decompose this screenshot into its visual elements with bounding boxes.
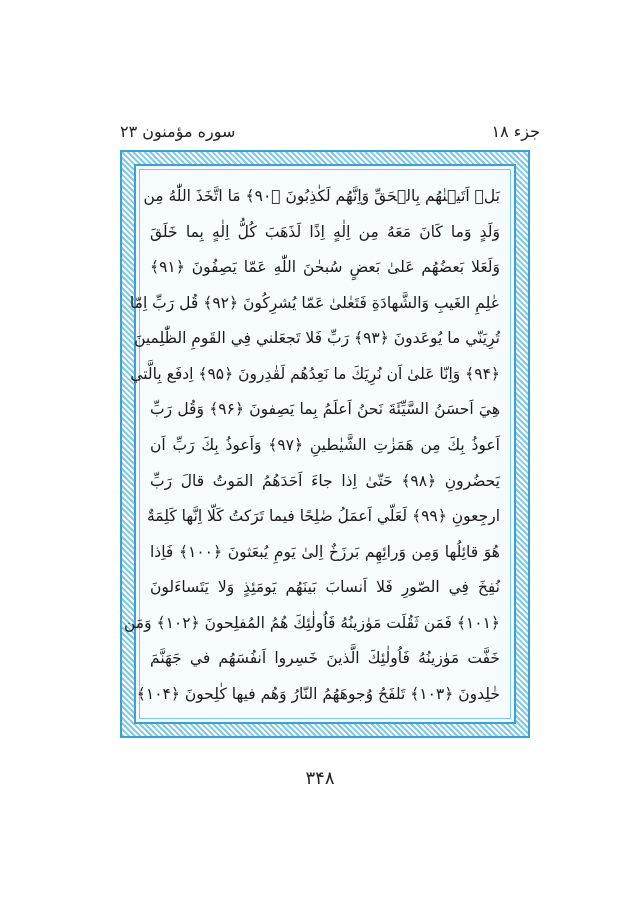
text-line: نُفِخَ فِي الصّورِ فَلا اَنسابَ بَينَهُم يَومَئِذٍ وَلا يَتَساءَلونَ [150, 578, 500, 597]
text-line: خٰلِدونَ ﴿۱۰۳﴾ تَلفَحُ وُجوهَهُمُ النّارُ وَهُم فيها كٰلِحونَ ﴿۱۰۴﴾ [136, 684, 500, 703]
text-line: وَلَعَلا بَعضُهُم عَلىٰ بَعضٍ سُبحٰنَ اللّٰهِ عَمّا يَصِفُونَ ﴿۹۱﴾ [150, 258, 500, 277]
text-line: ﴿۹۴﴾ وَاِنّا عَلىٰ اَن نُرِيَكَ ما نَعِدُهُم لَقٰدِرونَ ﴿۹۵﴾ اِدفَع بِالَّتي [130, 364, 500, 383]
text-line: ﴿۱۰۱﴾ فَمَن ثَقُلَت مَوٰزينُهُ فَاُولٰئِكَ هُمُ المُفلِحونَ ﴿۱۰۲﴾ وَمَن [123, 613, 500, 632]
quran-text [123, 182, 500, 708]
text-line: تُرِيَنّي ما يُوعَدونَ ﴿۹۳﴾ رَبِّ فَلا تَجعَلني فِي القَومِ الظّٰلِمينَ [134, 329, 500, 348]
text-line: خَفَّت مَوٰزينُهُ فَاُولٰئِكَ الَّذينَ خَسِروا اَنفُسَهُم في جَهَنَّمَ [150, 649, 500, 668]
text-line: اَعوذُ بِكَ مِن هَمَزٰتِ الشَّيٰطينِ ﴿۹۷﴾ وَاَعوذُ بِكَ رَبِّ اَن [150, 435, 500, 454]
text-line: ارجِعونِ ﴿۹۹﴾ لَعَلّي اَعمَلُ صٰلِحًا فيما تَرَكتُ كَلّا اِنَّها كَلِمَةٌ [146, 507, 500, 526]
text-line: وَلَدٍ وَما كَانَ مَعَهُ مِن اِلٰهٍ اِذًا لَذَهَبَ كُلُّ اِلٰهٍ بِما خَلَقَ [150, 222, 500, 241]
text-line: عٰلِمِ الغَيبِ وَالشَّهادَةِ فَتَعٰلىٰ عَمّا يُشرِكُونَ ﴿۹۲﴾ قُل رَبِّ اِمّا [129, 293, 500, 312]
text-line: بَلۡ اَتَيۡنٰهُم بِالۡحَقِّ وَاِنَّهُم لَكٰذِبُونَ ﴿۹۰﴾ مَا اتَّخَذَ اللّٰهُ مِن [143, 187, 500, 205]
surah-label: سوره مؤمنون ۲۳ [120, 121, 236, 141]
decorative-border [120, 150, 530, 738]
page-number: ۳۴۸ [305, 768, 335, 789]
juz-label: جزء ۱۸ [491, 121, 540, 141]
page-header [120, 118, 540, 144]
text-line: يَحضُرونِ ﴿۹۸﴾ حَتّىٰ اِذا جاءَ اَحَدَهُمُ المَوتُ قالَ رَبِّ [150, 471, 500, 490]
text-line: هُوَ قائِلُها وَمِن وَرائِهِم بَرزَخٌ اِلىٰ يَومِ يُبعَثونَ ﴿۱۰۰﴾ فَاِذا [150, 542, 500, 561]
text-panel [123, 164, 516, 724]
text-line: هِيَ اَحسَنُ السَّيِّئَةَ نَحنُ اَعلَمُ بِما يَصِفونَ ﴿۹۶﴾ وَقُل رَبِّ [150, 400, 500, 419]
